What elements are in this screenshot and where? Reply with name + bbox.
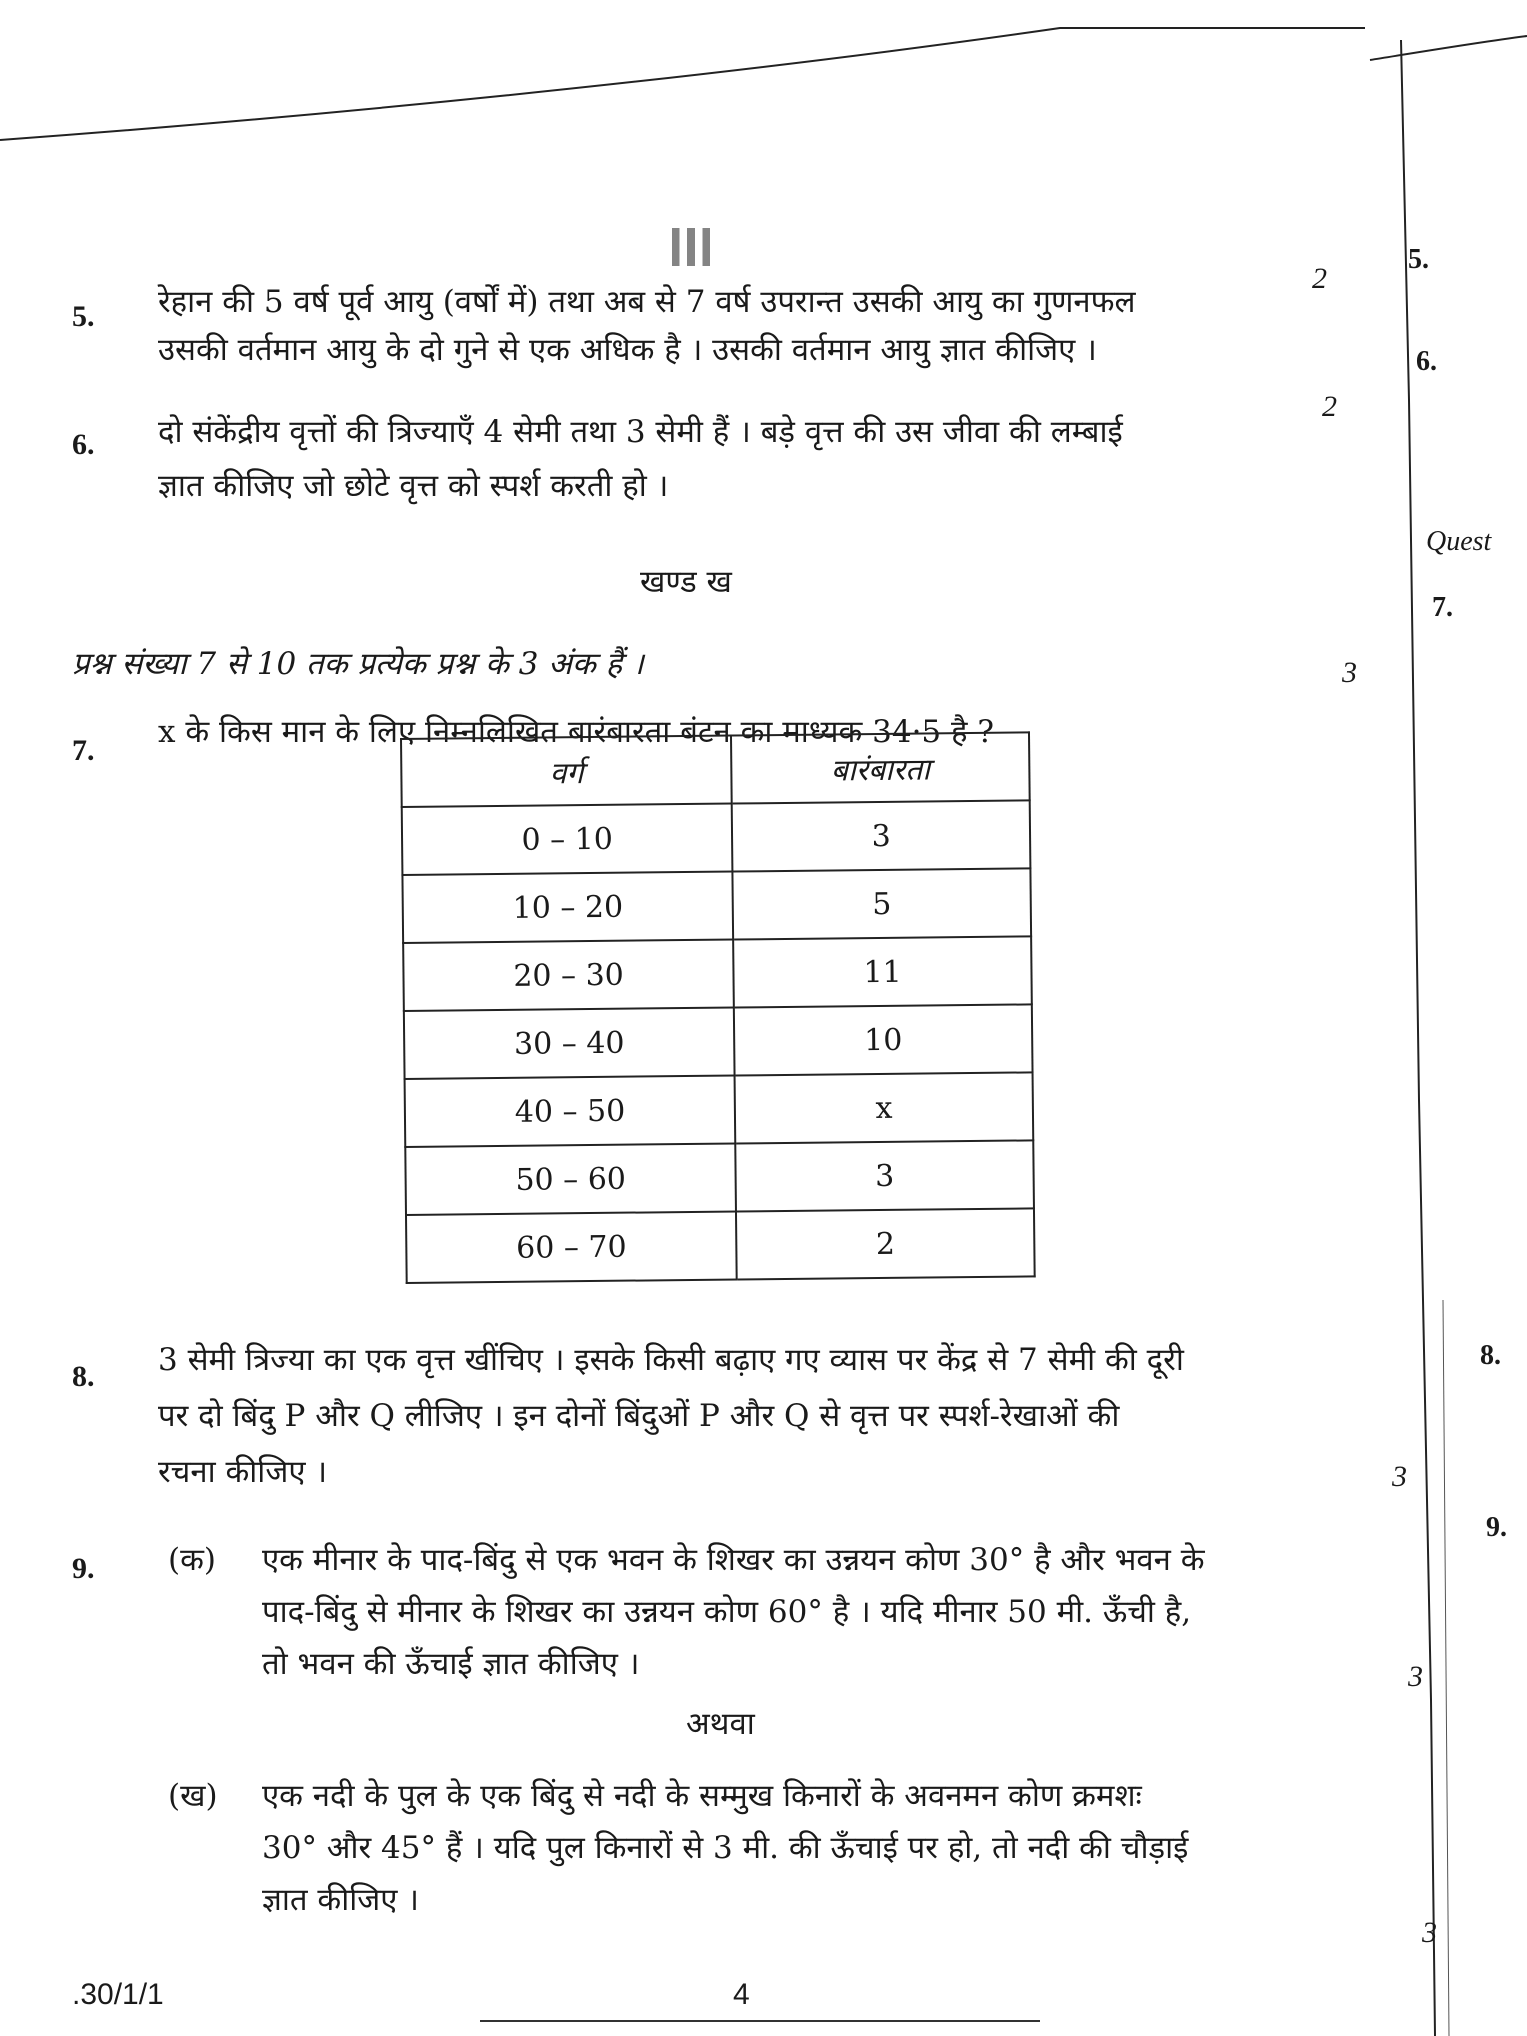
table-cell-class: 50 – 60 (405, 1144, 736, 1215)
question-5-line-1: रेहान की 5 वर्ष पूर्व आयु (वर्षों में) तथा अब से 7 वर्ष उपरान्त उसकी आयु का गुणनफल (158, 284, 1136, 320)
table-cell-class: 20 – 30 (403, 940, 734, 1011)
paper-code: .30/1/1 (72, 1978, 164, 2011)
question-6-line-2: ज्ञात कीजिए जो छोटे वृत्त को स्पर्श करती हो । (158, 468, 669, 504)
question-9a-line-3: तो भवन की ऊँचाई ज्ञात कीजिए । (262, 1646, 640, 1682)
edge-number-7: 7. (1432, 592, 1453, 623)
question-8-line-2: पर दो बिंदु P और Q लीजिए । इन दोनों बिंदुओं P और Q से वृत्त पर स्पर्श-रेखाओं की (158, 1398, 1120, 1434)
table-cell-frequency: 10 (734, 1004, 1033, 1075)
question-9a-line-1: एक मीनार के पाद-बिंदु से एक भवन के शिखर का उन्नयन कोण 30° है और भवन के (262, 1542, 1205, 1578)
question-number-9: 9. (72, 1552, 95, 1585)
table-cell-class: 30 – 40 (404, 1008, 735, 1079)
question-9a-line-2: पाद-बिंदु से मीनार के शिखर का उन्नयन कोण 60° है । यदि मीनार 50 मी. ऊँची है, (262, 1594, 1192, 1630)
question-8-line-1: 3 सेमी त्रिज्या का एक वृत्त खींचिए । इसके किसी बढ़ाए गए व्यास पर केंद्र से 7 सेमी की दूरी (158, 1342, 1184, 1378)
section-title: खण्ड ख (640, 564, 732, 600)
table-cell-class: 10 – 20 (402, 872, 733, 943)
table-row (403, 936, 1032, 1011)
table-cell-frequency: 5 (733, 868, 1032, 939)
section-instruction: प्रश्न संख्या 7 से 10 तक प्रत्येक प्रश्न के 3 अंक हैं । (72, 646, 644, 682)
question-9b-line-1: एक नदी के पुल के एक बिंदु से नदी के सम्मुख किनारों के अवनमन कोण क्रमशः (262, 1778, 1142, 1814)
question-9a-label: (क) (168, 1542, 216, 1578)
table-header-class: वर्ग (401, 736, 732, 807)
question-7-text: x के किस मान के लिए निम्नलिखित बारंबारता बंटन का माध्यक 34·5 है ? (158, 714, 994, 750)
edge-number-6: 6. (1416, 346, 1437, 377)
page-number: 4 (733, 1978, 750, 2011)
edge-number-5: 5. (1408, 244, 1429, 275)
question-9b-line-3: ज्ञात कीजिए । (262, 1882, 420, 1918)
question-number-7: 7. (72, 734, 95, 767)
question-number-8: 8. (72, 1360, 95, 1393)
table-header-row (401, 732, 1030, 807)
table-cell-frequency: x (735, 1072, 1034, 1143)
table-cell-frequency: 3 (732, 800, 1031, 871)
edge-number-8: 8. (1480, 1340, 1501, 1371)
table-row (404, 1004, 1033, 1079)
question-9b-line-2: 30° और 45° हैं । यदि पुल किनारों से 3 मी. की ऊँचाई पर हो, तो नदी की चौड़ाई (262, 1830, 1189, 1866)
adjacent-page-edge (1395, 0, 1527, 2036)
table-cell-frequency: 3 (735, 1140, 1034, 1211)
page-fold-line (0, 0, 1527, 160)
or-separator: अथवा (686, 1706, 755, 1742)
question-5-line-2: उसकी वर्तमान आयु के दो गुने से एक अधिक है । उसकी वर्तमान आयु ज्ञात कीजिए । (158, 332, 1097, 368)
frequency-table (400, 731, 1036, 1284)
table-row (406, 1208, 1035, 1283)
table-row (405, 1072, 1034, 1147)
question-9b-marks: 3 (1422, 1916, 1437, 1949)
question-8-marks: 3 (1392, 1460, 1407, 1493)
table-row (402, 868, 1031, 943)
question-5-marks: 2 (1312, 262, 1327, 295)
table-header-frequency: बारंबारता (731, 732, 1030, 803)
table-cell-class: 60 – 70 (406, 1212, 737, 1283)
table-cell-class: 0 – 10 (402, 804, 733, 875)
section-instruction-marks: 3 (1342, 656, 1357, 689)
edge-number-9: 9. (1486, 1512, 1507, 1543)
table-row (402, 800, 1031, 875)
table-cell-class: 40 – 50 (405, 1076, 736, 1147)
edge-text-quest: Quest (1426, 526, 1492, 557)
question-9b-label: (ख) (168, 1778, 218, 1814)
question-8-line-3: रचना कीजिए । (158, 1454, 328, 1490)
question-6-marks: 2 (1322, 390, 1337, 423)
table-cell-frequency: 2 (736, 1208, 1035, 1279)
footer-rule (480, 2020, 1040, 2022)
question-number-6: 6. (72, 428, 95, 461)
qr-code-icon (672, 228, 710, 266)
question-6-line-1: दो संकेंद्रीय वृत्तों की त्रिज्याएँ 4 सेमी तथा 3 सेमी हैं । बड़े वृत्त की उस जीवा की लम्बाई (158, 414, 1123, 450)
question-9a-marks: 3 (1408, 1660, 1423, 1693)
table-cell-frequency: 11 (733, 936, 1032, 1007)
question-number-5: 5. (72, 300, 95, 333)
table-row (405, 1140, 1034, 1215)
